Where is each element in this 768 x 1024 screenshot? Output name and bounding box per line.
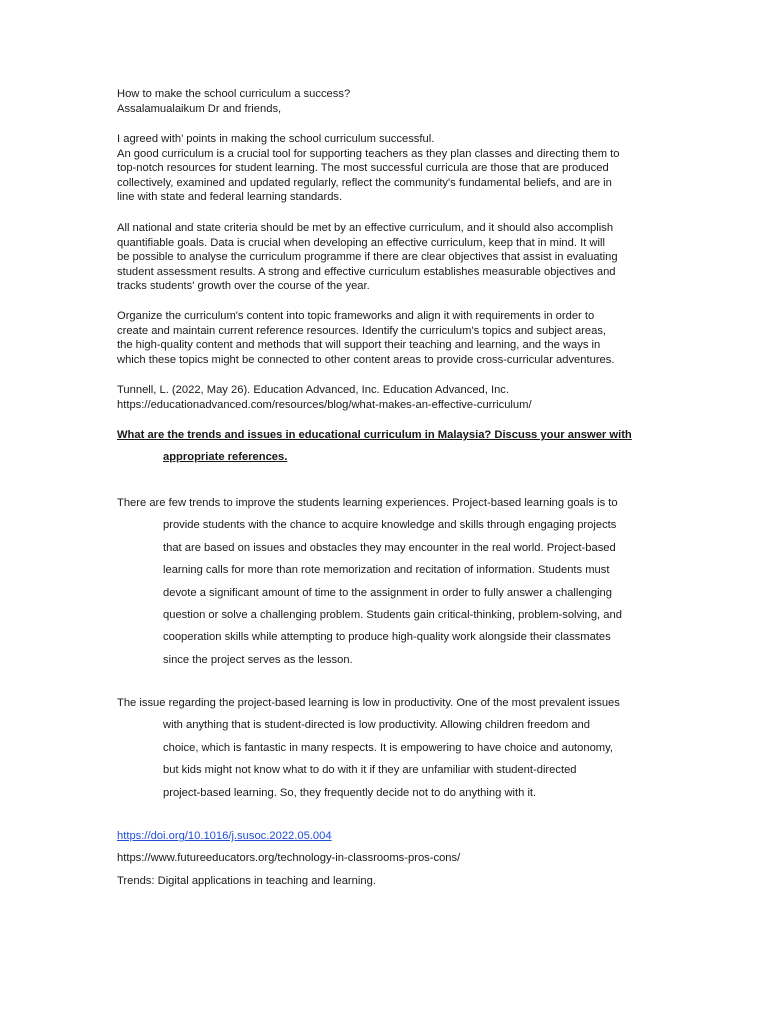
issue-paragraph [117,692,657,804]
paragraph-line: All national and state criteria should be met by an effective curriculum, and it should also accomplish [117,222,614,234]
reference-1 [117,383,657,412]
trends-note: Trends: Digital applications in teaching and learning. [117,874,376,887]
paragraph-2 [117,221,657,294]
paragraph-line: project-based learning. So, they frequently decide not to do anything with it. [163,786,537,799]
paragraph-line: There are few trends to improve the students learning experiences. Project-based learning goals is to [117,497,618,509]
section-heading [117,424,657,469]
paragraph-line: question or solve a challenging problem. Students gain critical-thinking, problem-solving, and [163,609,622,622]
paragraph-line: cooperation skills while attempting to produce high-quality work alongside their classmates [163,631,611,644]
paragraph-line: choice, which is fantastic in many respects. It is empowering to have choice and autonomy, [163,741,614,754]
paragraph-1 [117,132,657,205]
paragraph-line: top-notch resources for student learning. The most successful curricula are those that are produced [117,162,609,175]
paragraph-line: which these topics might be connected to other content areas to provide cross-curricular adventures. [117,353,615,366]
paragraph-line: but kids might not know what to do with it if they are unfamiliar with student-directed [163,764,577,777]
paragraph-line: student assessment results. A strong and effective curriculum establishes measurable objectives and [117,265,616,278]
paragraph-line: be possible to analyse the curriculum programme if there are clear objectives that assist in evaluating [117,251,618,264]
reference-url: https://www.futureeducators.org/technology-in-classrooms-pros-cons/ [117,852,461,865]
paragraph-line: that are based on issues and obstacles they may encounter in the real world. Project-based [163,541,616,554]
paragraph-3 [117,309,657,367]
paragraph-line: Organize the curriculum's content into topic frameworks and align it with requirements in order to [117,310,595,322]
paragraph-line: with anything that is student-directed is low productivity. Allowing children freedom and [163,719,591,732]
paragraph-line: learning calls for more than rote memorization and recitation of information. Students must [163,564,610,577]
paragraph-line: collectively, examined and updated regularly, reflect the community's fundamental beliefs, and are in [117,176,612,189]
paragraph-line: create and maintain current reference resources. Identify the curriculum's topics and subject areas, [117,324,607,337]
paragraph-line: devote a significant amount of time to the assignment in order to fully answer a challenging [163,586,612,599]
paragraph-line: I agreed with’ points in making the school curriculum successful. [117,133,435,145]
references-2 [117,825,657,892]
heading-line: What are the trends and issues in educational curriculum in Malaysia? Discuss your answer with [117,429,632,441]
paragraph-line: the high-quality content and methods that will support their teaching and learning, and the ways in [117,339,601,352]
reference-citation: Tunnell, L. (2022, May 26). Education Advanced, Inc. Education Advanced, Inc. [117,384,510,396]
doi-link[interactable]: https://doi.org/10.1016/j.susoc.2022.05.004 [117,830,332,842]
paragraph-line: line with state and federal learning standards. [117,191,343,204]
paragraph-line: The issue regarding the project-based learning is low in productivity. One of the most prevalent issues [117,697,620,709]
intro-question: How to make the school curriculum a success? [117,88,351,100]
reference-url: https://educationadvanced.com/resources/blog/what-makes-an-effective-curriculum/ [117,398,532,411]
paragraph-line: provide students with the chance to acquire knowledge and skills through engaging projects [163,519,617,532]
paragraph-line: An good curriculum is a crucial tool for supporting teachers as they plan classes and directing them to [117,147,620,160]
paragraph-line: tracks students' growth over the course of the year. [117,280,370,293]
intro-greeting: Assalamualaikum Dr and friends, [117,102,282,115]
paragraph-line: since the project serves as the lesson. [163,653,353,666]
heading-line: appropriate references. [163,451,288,464]
paragraph-line: quantifiable goals. Data is crucial when developing an effective curriculum, keep that in mind. It will [117,236,605,249]
trends-paragraph [117,492,657,671]
intro [117,87,657,116]
